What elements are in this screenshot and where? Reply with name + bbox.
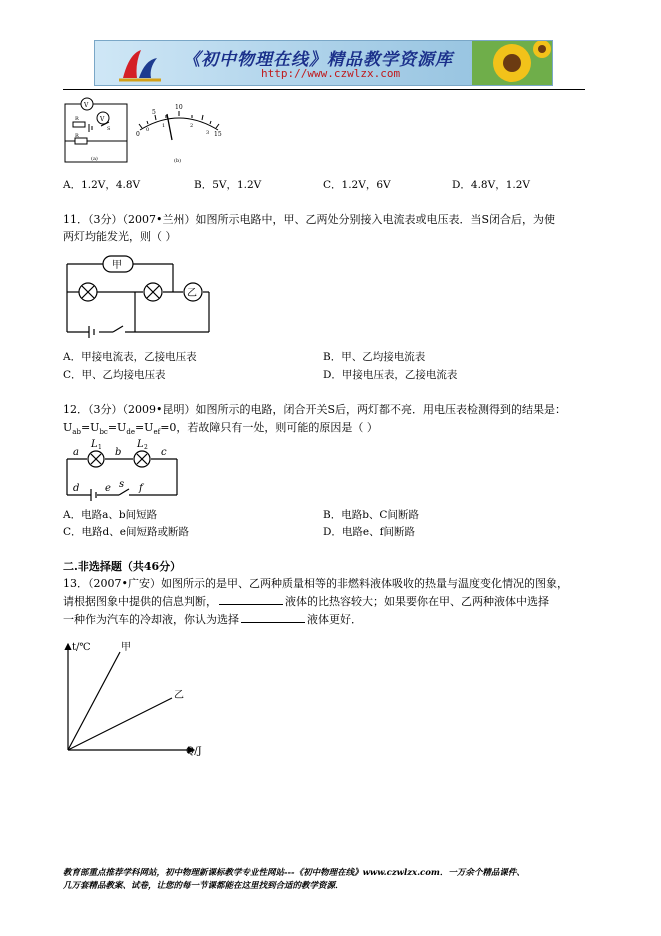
scale-tick-label: 15 — [214, 131, 222, 138]
q10-option-d[interactable]: D．4.8V，1.2V — [452, 179, 530, 191]
yi-curve-label: 乙 — [174, 690, 184, 701]
header-title: 《初中物理在线》精品教学资源库 — [183, 50, 453, 70]
header-rule — [63, 89, 585, 90]
q13-stem-line2: 请根据图象中提供的信息判断， 液体的比热容较大；如果要你在甲、乙两种液体中选择 — [63, 595, 549, 608]
q10-option-c[interactable]: C．1.2V，6V — [323, 179, 391, 191]
v2-label: V — [100, 116, 105, 123]
q13-stem-line3: 一种作为汽车的冷却液，你认为选择 液体更好． — [63, 613, 362, 626]
node-e-label: e — [105, 483, 111, 494]
q12-stem-line1: 12．（3分）（2009•昆明）如图所示的电路，闭合开关S后，两灯都不亮．用电压表检测得到的结果是： — [63, 403, 567, 416]
lamp-l2-sub: 2 — [144, 444, 148, 451]
node-b-label: b — [115, 447, 122, 458]
node-d-label: d — [73, 483, 80, 494]
header-banner — [94, 40, 553, 86]
q12-option-b[interactable]: B．电路b、C间断路 — [323, 509, 419, 521]
q11-stem-line2: 两灯均能发光，则（ ） — [63, 230, 177, 243]
site-logo — [115, 44, 165, 84]
jia-curve-label: 甲 — [121, 642, 131, 653]
scale-inner-label: 1 — [162, 123, 166, 129]
yi-line — [68, 698, 172, 750]
q13-graph-figure — [60, 636, 210, 756]
node-f-label: f — [139, 483, 143, 494]
sunflower-image — [472, 41, 552, 86]
q10-circuit-figure-a — [63, 96, 131, 168]
scale-tick-label: 5 — [152, 109, 156, 116]
q10-option-a[interactable]: A．1.2V，4.8V — [63, 179, 141, 191]
lamp-l1-sub: 1 — [98, 444, 102, 451]
q13-blank-1[interactable] — [219, 594, 283, 605]
q12-circuit-figure — [63, 437, 183, 501]
q11-stem-line1: 11．（3分）（2007•兰州）如图所示电路中，甲、乙两处分别接入电流表或电压表．当S闭合后，为使 — [63, 213, 556, 226]
node-c-label: c — [161, 447, 167, 458]
node-a-label: a — [73, 447, 79, 458]
q12-option-d[interactable]: D．电路e、f间断路 — [323, 526, 416, 538]
scale-inner-label: 3 — [206, 130, 210, 136]
scale-tick-label: 0 — [136, 131, 140, 138]
q11-option-c[interactable]: C．甲、乙均接电压表 — [63, 369, 166, 381]
lamp-l2-label: L — [137, 439, 144, 450]
jia-line — [68, 652, 120, 750]
lamp-l1-label: L — [91, 439, 98, 450]
fig-b-label: (b) — [174, 158, 182, 164]
q11-circuit-figure — [63, 252, 213, 340]
scale-inner-label: 2 — [190, 123, 194, 129]
v1-label: V — [84, 102, 89, 109]
graph-y-axis-label: t/℃ — [72, 642, 91, 653]
graph-x-axis-label: Q/J — [186, 746, 202, 756]
header-url[interactable]: http://www.czwlzx.com — [261, 67, 401, 80]
scale-inner-label: 0 — [146, 127, 150, 133]
q13-blank-2[interactable] — [241, 612, 305, 623]
q12-stem-line2: $U_{ab}=U_{bc}=U_{de}=U_{ef}=0$，若故障只有一处，则可能的原因是（ ） — [63, 421, 378, 437]
q11-option-a[interactable]: A．甲接电流表，乙接电压表 — [63, 351, 197, 363]
q10-option-b[interactable]: B．5V，1.2V — [194, 179, 262, 191]
q12-option-c[interactable]: C．电路d、e间短路或断路 — [63, 526, 189, 538]
scale-tick-label: 10 — [175, 104, 183, 111]
footer-line1: 教育部重点推荐学科网站，初中物理新课标教学专业性网站---《初中物理在线》www.czwlzx.com．一万余个精品课件、 — [63, 868, 525, 878]
section2-title: 二.非选择题（共46分） — [63, 560, 182, 573]
q12-option-a[interactable]: A．电路a、b间短路 — [63, 509, 158, 521]
r2-label: R — [75, 133, 79, 139]
footer-line2: 几万套精品教案、试卷，让您的每一节课都能在这里找到合适的教学资源． — [63, 881, 344, 891]
switch-label: S — [107, 126, 111, 132]
jia-meter-label: 甲 — [112, 260, 122, 271]
q10-meter-figure-b — [134, 100, 224, 166]
q11-option-d[interactable]: D．甲接电压表，乙接电流表 — [323, 369, 458, 381]
q13-stem-line1: 13．（2007•广安）如图所示的是甲、乙两种质量相等的非燃料液体吸收的热量与温度变化情况的图象， — [63, 577, 568, 590]
q11-option-b[interactable]: B．甲、乙均接电流表 — [323, 351, 426, 363]
switch-s-label: s — [119, 479, 125, 490]
fig-a-label: (a) — [91, 156, 98, 162]
r1-label: R — [75, 116, 79, 122]
yi-meter-label: 乙 — [187, 288, 197, 299]
